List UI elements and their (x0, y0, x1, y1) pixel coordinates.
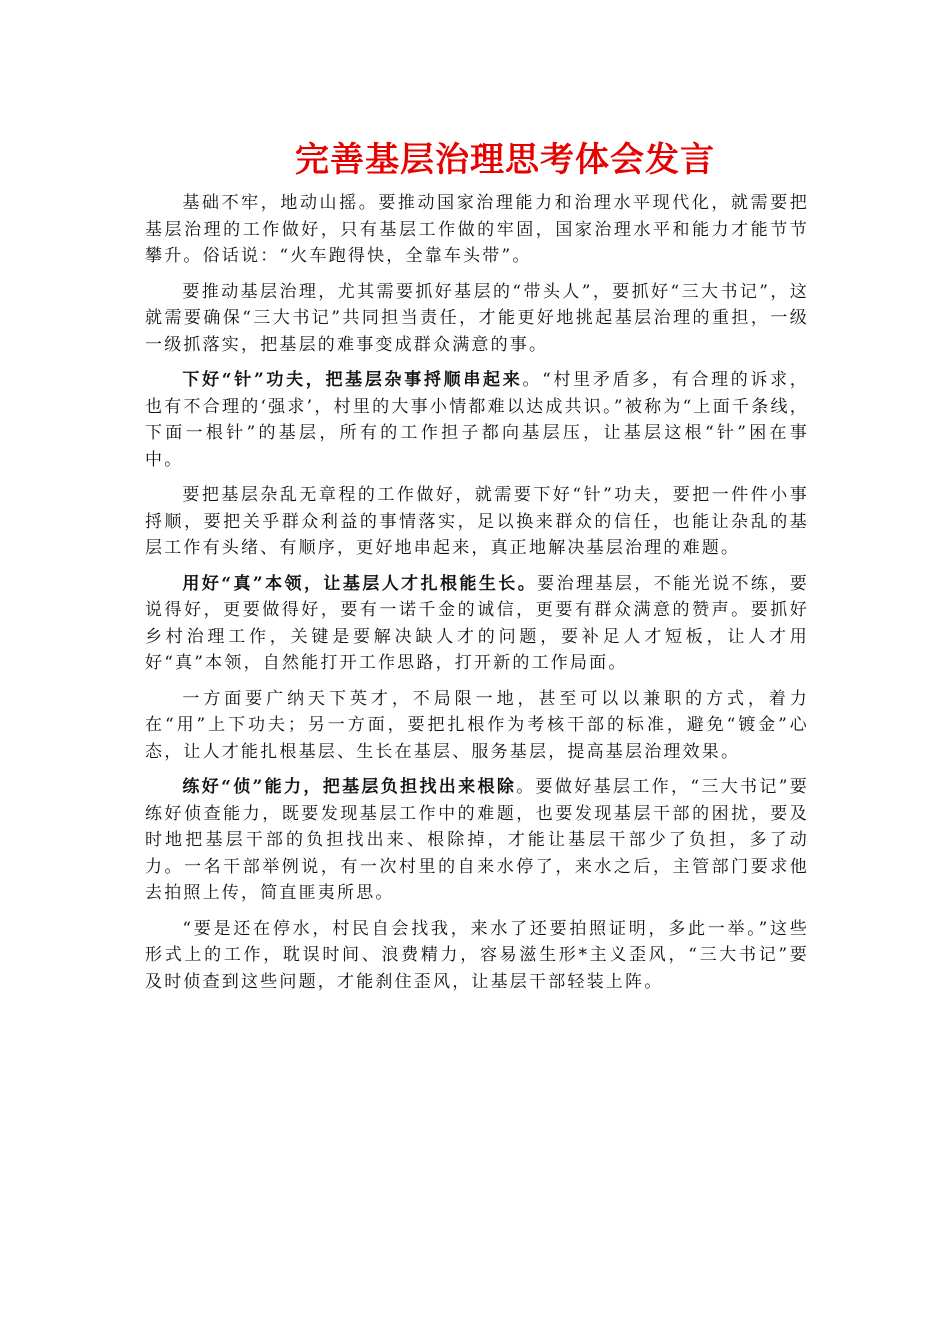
paragraph-text: 。要做好基层工作，“三大书记”要练好侦查能力，既要发现基层工作中的难题，也要发现基层干部的困扰，要及时地把基层干部的负担找出来、根除掉，才能让基层干部少了负担，多了动力。一名干部举例说，有一次村里的自来水停了，来水之后，主管部门要求他去拍照上传，简直匪夷所思。 (145, 777, 809, 903)
paragraph-2 (145, 279, 809, 359)
paragraph-3 (145, 367, 809, 473)
paragraph-8 (145, 916, 809, 996)
paragraph-lead: 用好“真”本领，让基层人才扎根能生长。 (182, 573, 538, 594)
document-body (145, 190, 809, 1004)
paragraph-text: “要是还在停水，村民自会找我，来水了还要拍照证明，多此一举。”这些形式上的工作，耽误时间、浪费精力，容易滋生形*主义歪风，“三大书记”要及时侦查到这些问题，才能刹住歪风，让基层干部轻装上阵。 (145, 918, 809, 992)
paragraph-4 (145, 482, 809, 562)
paragraph-6 (145, 686, 809, 766)
paragraph-text: 要把基层杂乱无章程的工作做好，就需要下好“针”功夫，要把一件件小事捋顺，要把关乎群众利益的事情落实，足以换来群众的信任，也能让杂乱的基层工作有头绪、有顺序，更好地串起来，真正地解决基层治理的难题。 (145, 485, 809, 558)
paragraph-text: 一方面要广纳天下英才，不局限一地，甚至可以以兼职的方式，着力在“用”上下功夫；另一方面，要把扎根作为考核干部的标准，避免“镀金”心态，让人才能扎根基层、生长在基层、服务基层，提高基层治理效果。 (145, 688, 809, 762)
paragraph-text: 基础不牢，地动山摇。要推动国家治理能力和治理水平现代化，就需要把基层治理的工作做好，只有基层工作做的牢固，国家治理水平和能力才能节节攀升。俗话说：“火车跑得快，全靠车头带”。 (145, 193, 809, 266)
document-title: 完善基层治理思考体会发言 (295, 140, 715, 180)
paragraph-1 (145, 190, 809, 270)
paragraph-text: 要治理基层，不能光说不练，要说得好，更要做得好，要有一诺千金的诚信，更要有群众满意的赞声。要抓好乡村治理工作，关键是要解决缺人才的问题，要补足人才短板，让人才用好“真”本领，自然能打开工作思路，打开新的工作局面。 (145, 573, 809, 673)
paragraph-lead: 下好“针”功夫，把基层杂事捋顺串起来 (182, 370, 523, 390)
paragraph-5 (145, 571, 809, 677)
paragraph-text: 要推动基层治理，尤其需要抓好基层的“带头人”，要抓好“三大书记”，这就需要确保“三大书记”共同担当责任，才能更好地挑起基层治理的重担，一级一级抓落实，把基层的难事变成群众满意的事。 (145, 281, 809, 355)
paragraph-7 (145, 774, 809, 907)
paragraph-lead: 练好“侦”能力，把基层负担找出来根除 (182, 777, 517, 797)
paragraph-text: 。“村里矛盾多，有合理的诉求，也有不合理的‘强求’，村里的大事小情都难以达成共识。”被称为“上面千条线，下面一根针”的基层，所有的工作担子都向基层压，让基层这根“针”困在事中。 (145, 370, 809, 470)
